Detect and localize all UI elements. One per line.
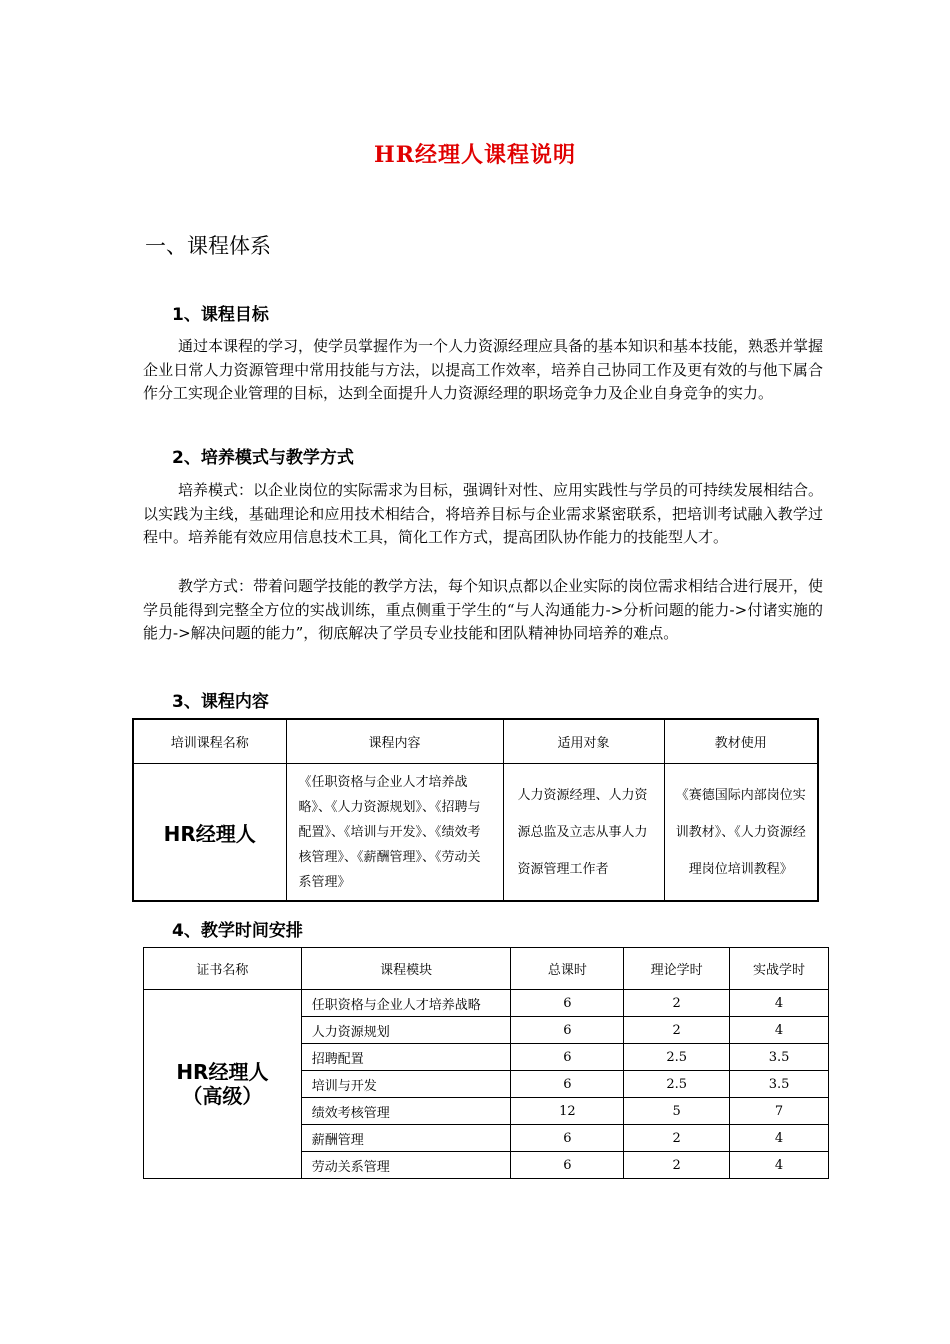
paragraph-training-mode: 培养模式：以企业岗位的实际需求为目标，强调针对性、应用实践性与学员的可持续发展相结合。以实践为主线，基础理论和应用技术相结合，将培养目标与企业需求紧密联系，把培训考试融入教学过程中。培养能有效应用信息技术工具，简化工作方式，提高团队协作能力的技能型人才。 <box>143 481 824 546</box>
heading-schedule: 4、教学时间安排 <box>172 921 303 941</box>
page-title: HR经理人课程说明 <box>373 142 577 168</box>
module-cell: 绩效考核管理 <box>301 1098 511 1125</box>
target-audience-text: 人力资源经理、人力资源总监及立志从事人力资源管理工作者 <box>517 787 648 877</box>
target-audience-cell <box>503 764 664 902</box>
theory-hours-cell: 5 <box>624 1098 730 1125</box>
module-cell: 培训与开发 <box>301 1071 511 1098</box>
column-header: 总课时 <box>511 948 624 990</box>
heading-course-goal: 1、课程目标 <box>172 305 269 325</box>
total-hours-cell: 6 <box>511 1125 624 1152</box>
practice-hours-cell: 7 <box>730 1098 829 1125</box>
practice-hours-cell: 3.5 <box>730 1044 829 1071</box>
total-hours-cell: 6 <box>511 1017 624 1044</box>
course-content-table <box>132 718 819 902</box>
course-name-cell: HR经理人 <box>133 764 286 902</box>
theory-hours-cell: 2 <box>624 1125 730 1152</box>
materials-text: 《赛德国际内部岗位实训教材》、《人力资源经理岗位培训教程》 <box>675 787 806 877</box>
total-hours-cell: 6 <box>511 990 624 1017</box>
certificate-name-cell <box>144 990 302 1179</box>
total-hours-cell: 6 <box>511 1152 624 1179</box>
column-header: 课程内容 <box>286 719 503 764</box>
practice-hours-cell: 4 <box>730 1017 829 1044</box>
total-hours-cell: 6 <box>511 1071 624 1098</box>
heading-training-mode: 2、培养模式与教学方式 <box>172 448 354 468</box>
table-header-row <box>133 719 818 764</box>
column-header: 实战学时 <box>730 948 829 990</box>
course-content-cell <box>286 764 503 902</box>
practice-hours-cell: 4 <box>730 1152 829 1179</box>
column-header: 课程模块 <box>301 948 511 990</box>
table-header-row <box>144 948 829 990</box>
total-hours-cell: 6 <box>511 1044 624 1071</box>
theory-hours-cell: 2 <box>624 1017 730 1044</box>
heading-course-content: 3、课程内容 <box>172 692 269 712</box>
module-cell: 招聘配置 <box>301 1044 511 1071</box>
schedule-table <box>143 947 829 1179</box>
certificate-name: HR经理人 <box>176 1060 269 1084</box>
paragraph-teaching-method: 教学方式：带着问题学技能的教学方法，每个知识点都以企业实际的岗位需求相结合进行展开，使学员能得到完整全方位的实战训练，重点侧重于学生的“与人沟通能力->分析问题的能力->付诸实施的能力->解决问题的能力”，彻底解决了学员专业技能和团队精神协同培养的难点。 <box>143 577 824 642</box>
total-hours-cell: 12 <box>511 1098 624 1125</box>
theory-hours-cell: 2 <box>624 1152 730 1179</box>
practice-hours-cell: 4 <box>730 1125 829 1152</box>
theory-hours-cell: 2.5 <box>624 1071 730 1098</box>
theory-hours-cell: 2 <box>624 990 730 1017</box>
column-header: 适用对象 <box>503 719 664 764</box>
certificate-level: （高级） <box>182 1084 263 1108</box>
materials-cell <box>664 764 818 902</box>
column-header: 证书名称 <box>144 948 302 990</box>
theory-hours-cell: 2.5 <box>624 1044 730 1071</box>
paragraph-course-goal: 通过本课程的学习，使学员掌握作为一个人力资源经理应具备的基本知识和基本技能，熟悉并掌握企业日常人力资源管理中常用技能与方法，以提高工作效率，培养自己协同工作及更有效的与他下属合作分工实现企业管理的目标，达到全面提升人力资源经理的职场竞争力及企业自身竞争的实力。 <box>143 337 824 402</box>
column-header: 理论学时 <box>624 948 730 990</box>
course-content-text: 《任职资格与企业人才培养战略》、《人力资源规划》、《招聘与配置》、《培训与开发》、《绩效考核管理》、《薪酬管理》、《劳动关系管理》 <box>298 775 481 890</box>
module-cell: 人力资源规划 <box>301 1017 511 1044</box>
table-row <box>133 764 818 902</box>
practice-hours-cell: 4 <box>730 990 829 1017</box>
column-header: 培训课程名称 <box>133 719 286 764</box>
module-cell: 任职资格与企业人才培养战略 <box>301 990 511 1017</box>
section-heading-course-system: 一、课程体系 <box>145 234 271 258</box>
module-cell: 薪酬管理 <box>301 1125 511 1152</box>
module-cell: 劳动关系管理 <box>301 1152 511 1179</box>
practice-hours-cell: 3.5 <box>730 1071 829 1098</box>
column-header: 教材使用 <box>664 719 818 764</box>
table-row <box>144 990 829 1017</box>
